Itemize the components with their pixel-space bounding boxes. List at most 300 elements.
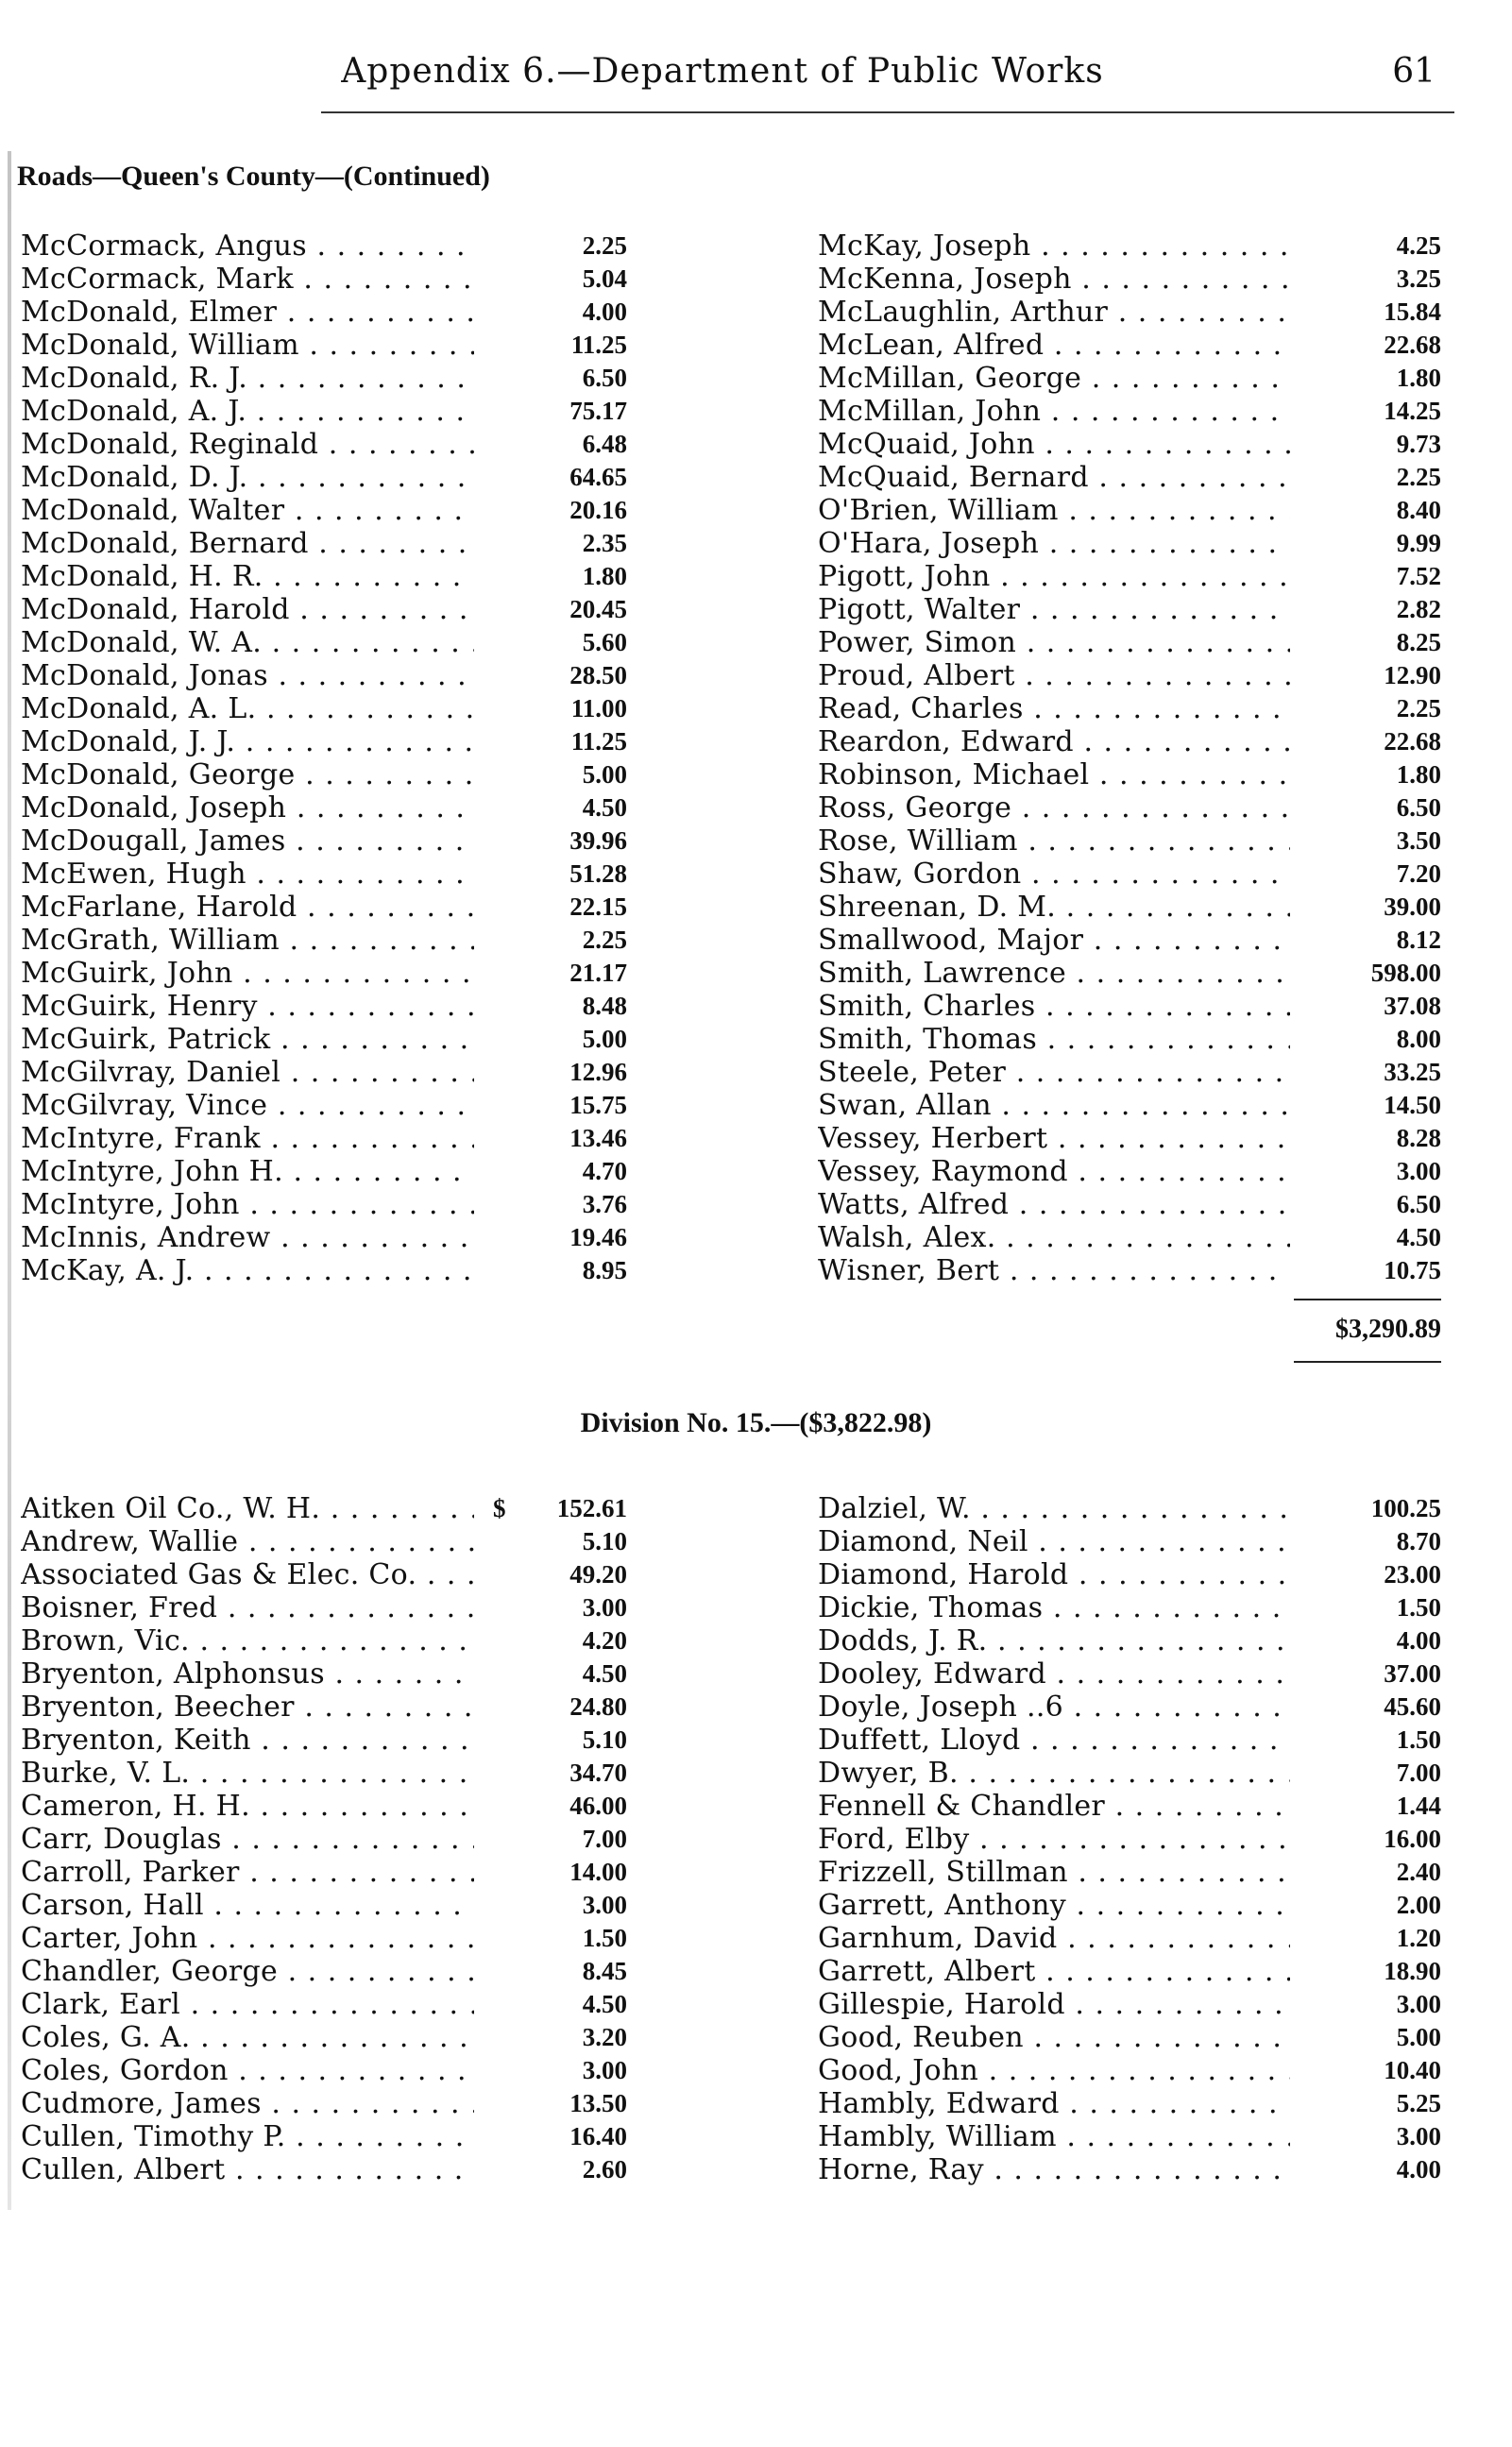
- ledger-row: [21, 1591, 625, 1624]
- ledger-row: [21, 1056, 625, 1089]
- payee-name: McDonald, A. L. . . .: [21, 692, 474, 725]
- amount-value: 12.90: [1376, 659, 1441, 692]
- payee-name: McDonald, George . . .: [21, 758, 474, 791]
- section-heading: Roads—Queen's County—(Continued): [17, 161, 490, 192]
- payee-name: Frizzell, Stillman . . .: [818, 1856, 1290, 1889]
- payee-name: McMillan, George . . .: [818, 362, 1290, 395]
- payee-name: Watts, Alfred . . .: [818, 1188, 1290, 1221]
- amount-value: 598.00: [1364, 957, 1441, 990]
- amount-value: 75.17: [562, 395, 627, 428]
- amount-value: 49.20: [562, 1558, 627, 1591]
- section1-left-column: [21, 229, 625, 1287]
- amount-value: 4.00: [575, 296, 627, 329]
- amount-value: 24.80: [562, 1691, 627, 1724]
- amount-value: 3.00: [575, 1889, 627, 1922]
- ledger-row: [818, 1889, 1441, 1922]
- ledger-row: [818, 395, 1441, 428]
- amount-value: 20.16: [562, 494, 627, 527]
- amount-value: 11.25: [564, 329, 627, 362]
- amount-value: 8.95: [575, 1254, 627, 1287]
- ledger-row: [818, 329, 1441, 362]
- amount-value: 5.10: [575, 1724, 627, 1757]
- amount-value: 8.25: [1389, 626, 1441, 659]
- payee-name: Dalziel, W. . . .: [818, 1492, 1290, 1525]
- ledger-row: [818, 2054, 1441, 2087]
- amount-value: 4.00: [1389, 1624, 1441, 1657]
- ledger-row: [818, 1757, 1441, 1790]
- amount-value: 3.00: [575, 2054, 627, 2087]
- amount-value: 23.00: [1376, 1558, 1441, 1591]
- ledger-row: [818, 858, 1441, 891]
- amount-value: 2.60: [575, 2153, 627, 2186]
- ledger-row: [21, 725, 625, 758]
- payee-name: Coles, Gordon . . .: [21, 2054, 474, 2087]
- ledger-row: [818, 1691, 1441, 1724]
- ledger-row: [21, 229, 625, 263]
- ledger-row: [21, 1790, 625, 1823]
- amount-value: 7.52: [1389, 560, 1441, 593]
- ledger-row: [21, 1254, 625, 1287]
- ledger-row: [818, 891, 1441, 924]
- payee-name: Garnhum, David . . .: [818, 1922, 1290, 1955]
- ledger-row: [818, 1856, 1441, 1889]
- ledger-row: [818, 626, 1441, 659]
- payee-name: McDonald, Joseph . . .: [21, 791, 474, 824]
- amount-value: 2.40: [1389, 1856, 1441, 1889]
- payee-name: Rose, William . . .: [818, 824, 1290, 858]
- payee-name: Doyle, Joseph ..6 . . .: [818, 1691, 1290, 1724]
- amount-value: 3.00: [1389, 1988, 1441, 2021]
- ledger-row: [21, 1889, 625, 1922]
- payee-name: Bryenton, Alphonsus . . .: [21, 1657, 474, 1691]
- payee-name: Pigott, Walter . . .: [818, 593, 1290, 626]
- ledger-row: [21, 2021, 625, 2054]
- payee-name: Wisner, Bert . . .: [818, 1254, 1290, 1287]
- ledger-row: [818, 1525, 1441, 1558]
- ledger-row: [818, 1988, 1441, 2021]
- ledger-row: [21, 1023, 625, 1056]
- ledger-row: [21, 791, 625, 824]
- dollar-sign: $: [493, 1494, 506, 1522]
- amount-value: 3.25: [1389, 263, 1441, 296]
- ledger-row: [21, 1188, 625, 1221]
- page-number: 61: [1392, 52, 1436, 91]
- amount-value: 14.50: [1376, 1089, 1441, 1122]
- ledger-row: [818, 758, 1441, 791]
- amount-value: 14.25: [1376, 395, 1441, 428]
- payee-name: Smallwood, Major . . .: [818, 924, 1290, 957]
- ledger-row: [21, 2054, 625, 2087]
- payee-name: McDonald, R. J. . . .: [21, 362, 474, 395]
- payee-name: McDonald, J. J. . . .: [21, 725, 474, 758]
- payee-name: O'Brien, William . . .: [818, 494, 1290, 527]
- ledger-row: [818, 692, 1441, 725]
- amount-value: 2.35: [575, 527, 627, 560]
- payee-name: Coles, G. A. . . .: [21, 2021, 474, 2054]
- payee-name: Carter, John . . .: [21, 1922, 474, 1955]
- amount-value: 1.20: [1389, 1922, 1441, 1955]
- payee-name: Brown, Vic. . . .: [21, 1624, 474, 1657]
- payee-name: Duffett, Lloyd . . .: [818, 1724, 1290, 1757]
- payee-name: Ford, Elby . . .: [818, 1823, 1290, 1856]
- payee-name: Cudmore, James . . .: [21, 2087, 474, 2120]
- ledger-row: [21, 2120, 625, 2153]
- payee-name: McMillan, John . . .: [818, 395, 1290, 428]
- ledger-row: [818, 1221, 1441, 1254]
- payee-name: Carroll, Parker . . .: [21, 1856, 474, 1889]
- amount-value: 5.10: [575, 1525, 627, 1558]
- payee-name: McDonald, Jonas . . .: [21, 659, 474, 692]
- ledger-row: [818, 824, 1441, 858]
- ledger-row: [21, 1155, 625, 1188]
- payee-name: McQuaid, Bernard . . .: [818, 461, 1290, 494]
- payee-name: Smith, Lawrence . . .: [818, 957, 1290, 990]
- amount-value: 8.45: [575, 1955, 627, 1988]
- amount-value: 5.00: [575, 758, 627, 791]
- payee-name: Burke, V. L. . . .: [21, 1757, 474, 1790]
- ledger-row: [818, 2120, 1441, 2153]
- ledger-row: [21, 329, 625, 362]
- payee-name: McKay, Joseph . . .: [818, 229, 1290, 263]
- payee-name: McDonald, W. A. . . .: [21, 626, 474, 659]
- ledger-row: [818, 1823, 1441, 1856]
- ledger-row: [818, 428, 1441, 461]
- ledger-row: [21, 1657, 625, 1691]
- payee-name: O'Hara, Joseph . . .: [818, 527, 1290, 560]
- payee-name: McInnis, Andrew . . .: [21, 1221, 474, 1254]
- ledger-row: [818, 1188, 1441, 1221]
- amount-value: 4.50: [1389, 1221, 1441, 1254]
- payee-name: Dickie, Thomas . . .: [818, 1591, 1290, 1624]
- ledger-row: [21, 824, 625, 858]
- ledger-row: [21, 560, 625, 593]
- payee-name: Smith, Thomas . . .: [818, 1023, 1290, 1056]
- payee-name: McFarlane, Harold . . .: [21, 891, 474, 924]
- payee-name: Robinson, Michael . . .: [818, 758, 1290, 791]
- ledger-row: [21, 494, 625, 527]
- ledger-row: [818, 229, 1441, 263]
- ledger-row: [818, 1023, 1441, 1056]
- amount-value: 100.25: [1364, 1492, 1441, 1525]
- amount-value: 4.20: [575, 1624, 627, 1657]
- ledger-row: [818, 2087, 1441, 2120]
- amount-value: 15.84: [1376, 296, 1441, 329]
- section2-right-column: [818, 1492, 1441, 2186]
- ledger-row: [818, 560, 1441, 593]
- ledger-row: [21, 659, 625, 692]
- total-rule-bottom: [1294, 1361, 1441, 1363]
- ledger-row: [21, 1122, 625, 1155]
- amount-value: 22.68: [1376, 725, 1441, 758]
- payee-name: McGuirk, John . . .: [21, 957, 474, 990]
- page-edge-shadow: [8, 151, 11, 2210]
- payee-name: Carson, Hall . . .: [21, 1889, 474, 1922]
- ledger-row: [21, 2153, 625, 2186]
- ledger-row: [21, 1724, 625, 1757]
- ledger-row: [818, 1122, 1441, 1155]
- amount-value: 2.00: [1389, 1889, 1441, 1922]
- payee-name: Garrett, Albert . . .: [818, 1955, 1290, 1988]
- amount-value: 18.90: [1376, 1955, 1441, 1988]
- amount-value: 37.00: [1376, 1657, 1441, 1691]
- amount-value: 5.00: [575, 1023, 627, 1056]
- ledger-row: [818, 527, 1441, 560]
- ledger-row: [21, 1221, 625, 1254]
- payee-name: Smith, Charles . . .: [818, 990, 1290, 1023]
- ledger-row: [21, 1955, 625, 1988]
- payee-name: McKay, A. J. . . .: [21, 1254, 474, 1287]
- amount-value: 8.70: [1389, 1525, 1441, 1558]
- payee-name: McDonald, H. R. . . .: [21, 560, 474, 593]
- division-heading: Division No. 15.—($3,822.98): [580, 1407, 932, 1438]
- payee-name: McDonald, Reginald . . .: [21, 428, 474, 461]
- payee-name: Ross, George . . .: [818, 791, 1290, 824]
- amount-value: 7.00: [575, 1823, 627, 1856]
- payee-name: Diamond, Harold . . .: [818, 1558, 1290, 1591]
- payee-name: Associated Gas & Elec. Co. . . .: [21, 1558, 474, 1591]
- amount-value: 2.25: [575, 229, 627, 263]
- ledger-row: [818, 1955, 1441, 1988]
- payee-name: Proud, Albert . . .: [818, 659, 1290, 692]
- amount-value: 8.00: [1389, 1023, 1441, 1056]
- amount-value: 1.50: [1389, 1724, 1441, 1757]
- amount-value: 3.76: [575, 1188, 627, 1221]
- ledger-row: [21, 362, 625, 395]
- ledger-row: [818, 494, 1441, 527]
- payee-name: Power, Simon . . .: [818, 626, 1290, 659]
- ledger-row: [21, 1525, 625, 1558]
- amount-value: 2.82: [1389, 593, 1441, 626]
- payee-name: McCormack, Angus . . .: [21, 229, 474, 263]
- ledger-row: [818, 1089, 1441, 1122]
- payee-name: McKenna, Joseph . . .: [818, 263, 1290, 296]
- amount-value: 64.65: [562, 461, 627, 494]
- section1-right-column: [818, 229, 1441, 1287]
- amount-value: 45.60: [1376, 1691, 1441, 1724]
- payee-name: McDonald, Bernard . . .: [21, 527, 474, 560]
- running-title: Appendix 6.—Department of Public Works: [341, 52, 1104, 91]
- amount-value: 39.00: [1376, 891, 1441, 924]
- payee-name: Hambly, William . . .: [818, 2120, 1290, 2153]
- ledger-row: [818, 1724, 1441, 1757]
- amount-value: 1.50: [1389, 1591, 1441, 1624]
- payee-name: McGilvray, Daniel . . .: [21, 1056, 474, 1089]
- payee-name: Bryenton, Keith . . .: [21, 1724, 474, 1757]
- amount-value: 2.25: [1389, 692, 1441, 725]
- amount-value: 21.17: [562, 957, 627, 990]
- amount-value: 1.44: [1389, 1790, 1441, 1823]
- payee-name: McDougall, James . . .: [21, 824, 474, 858]
- payee-name: Chandler, George . . .: [21, 1955, 474, 1988]
- ledger-row: [818, 957, 1441, 990]
- payee-name: Carr, Douglas . . .: [21, 1823, 474, 1856]
- payee-name: Horne, Ray . . .: [818, 2153, 1290, 2186]
- ledger-row: [818, 1624, 1441, 1657]
- amount-value: 4.25: [1389, 229, 1441, 263]
- ledger-row: [21, 1492, 625, 1525]
- payee-name: Dwyer, B. . . .: [818, 1757, 1290, 1790]
- payee-name: McGilvray, Vince . . .: [21, 1089, 474, 1122]
- ledger-row: [818, 1492, 1441, 1525]
- page-header: [283, 52, 1454, 109]
- payee-name: Read, Charles . . .: [818, 692, 1290, 725]
- ledger-row: [21, 692, 625, 725]
- amount-value: 15.75: [562, 1089, 627, 1122]
- amount-value: 5.25: [1389, 2087, 1441, 2120]
- payee-name: McCormack, Mark . . .: [21, 263, 474, 296]
- amount-value: 9.99: [1389, 527, 1441, 560]
- amount-value: 28.50: [562, 659, 627, 692]
- payee-name: Vessey, Raymond . . .: [818, 1155, 1290, 1188]
- payee-name: McDonald, A. J. . . .: [21, 395, 474, 428]
- payee-name: McGrath, William . . .: [21, 924, 474, 957]
- amount-value: 7.20: [1389, 858, 1441, 891]
- ledger-row: [21, 1922, 625, 1955]
- amount-value: 6.50: [1389, 1188, 1441, 1221]
- payee-name: McLean, Alfred . . .: [818, 329, 1290, 362]
- amount-value: 152.61: [550, 1492, 627, 1525]
- ledger-row: [818, 1591, 1441, 1624]
- payee-name: Aitken Oil Co., W. H. . . .: [21, 1492, 474, 1525]
- ledger-row: [21, 1089, 625, 1122]
- payee-name: Cameron, H. H. . . .: [21, 1790, 474, 1823]
- ledger-row: [818, 1155, 1441, 1188]
- amount-value: 51.28: [562, 858, 627, 891]
- amount-value: 8.12: [1389, 924, 1441, 957]
- payee-name: McDonald, D. J. . . .: [21, 461, 474, 494]
- payee-name: Vessey, Herbert . . .: [818, 1122, 1290, 1155]
- amount-value: 9.73: [1389, 428, 1441, 461]
- payee-name: Cullen, Albert . . .: [21, 2153, 474, 2186]
- ledger-row: [818, 296, 1441, 329]
- amount-value: 13.50: [562, 2087, 627, 2120]
- payee-name: McIntyre, John . . .: [21, 1188, 474, 1221]
- amount-value: 13.46: [562, 1122, 627, 1155]
- header-rule: [321, 111, 1454, 113]
- ledger-row: [21, 626, 625, 659]
- ledger-row: [21, 1856, 625, 1889]
- amount-value: 2.25: [575, 924, 627, 957]
- payee-name: Gillespie, Harold . . .: [818, 1988, 1290, 2021]
- amount-value: 1.80: [1389, 362, 1441, 395]
- payee-name: McQuaid, John . . .: [818, 428, 1290, 461]
- payee-name: Good, Reuben . . .: [818, 2021, 1290, 2054]
- ledger-row: [21, 527, 625, 560]
- ledger-row: [21, 263, 625, 296]
- amount-value: 11.25: [564, 725, 627, 758]
- payee-name: Steele, Peter . . .: [818, 1056, 1290, 1089]
- amount-value: 4.70: [575, 1155, 627, 1188]
- amount-value: 12.96: [562, 1056, 627, 1089]
- amount-value: 1.80: [1389, 758, 1441, 791]
- amount-value: 4.00: [1389, 2153, 1441, 2186]
- amount-value: 5.00: [1389, 2021, 1441, 2054]
- payee-name: McDonald, William . . .: [21, 329, 474, 362]
- payee-name: Good, John . . .: [818, 2054, 1290, 2087]
- amount-value: 3.00: [575, 1591, 627, 1624]
- payee-name: Pigott, John . . .: [818, 560, 1290, 593]
- amount-value: 8.48: [575, 990, 627, 1023]
- payee-name: Shreenan, D. M. . . .: [818, 891, 1290, 924]
- ledger-row: [818, 593, 1441, 626]
- payee-name: Garrett, Anthony . . .: [818, 1889, 1290, 1922]
- payee-name: McDonald, Harold . . .: [21, 593, 474, 626]
- payee-name: Bryenton, Beecher . . .: [21, 1691, 474, 1724]
- ledger-row: [21, 990, 625, 1023]
- payee-name: Swan, Allan . . .: [818, 1089, 1290, 1122]
- amount-value: 34.70: [562, 1757, 627, 1790]
- ledger-row: [21, 428, 625, 461]
- payee-name: McLaughlin, Arthur . . .: [818, 296, 1290, 329]
- amount-value: 10.75: [1376, 1254, 1441, 1287]
- ledger-row: [818, 461, 1441, 494]
- payee-name: Cullen, Timothy P. . . .: [21, 2120, 474, 2153]
- ledger-row: [818, 1790, 1441, 1823]
- payee-name: Boisner, Fred . . .: [21, 1591, 474, 1624]
- ledger-row: [818, 791, 1441, 824]
- amount-value: 20.45: [562, 593, 627, 626]
- ledger-row: [21, 2087, 625, 2120]
- ledger-row: [21, 1558, 625, 1591]
- payee-name: Dooley, Edward . . .: [818, 1657, 1290, 1691]
- ledger-row: [21, 1988, 625, 2021]
- ledger-row: [818, 1558, 1441, 1591]
- payee-name: Shaw, Gordon . . .: [818, 858, 1290, 891]
- amount-value: 39.96: [562, 824, 627, 858]
- payee-name: McDonald, Elmer . . .: [21, 296, 474, 329]
- amount-value: 7.00: [1389, 1757, 1441, 1790]
- section1-total: [1294, 1299, 1441, 1363]
- ledger-row: [21, 924, 625, 957]
- ledger-row: [21, 593, 625, 626]
- payee-name: Fennell & Chandler . . .: [818, 1790, 1290, 1823]
- amount-value: 1.80: [575, 560, 627, 593]
- amount-value: 2.25: [1389, 461, 1441, 494]
- ledger-row: [21, 891, 625, 924]
- payee-name: McGuirk, Patrick . . .: [21, 1023, 474, 1056]
- ledger-row: [818, 659, 1441, 692]
- amount-value: 6.50: [1389, 791, 1441, 824]
- amount-value: 14.00: [562, 1856, 627, 1889]
- ledger-row: [21, 395, 625, 428]
- amount-value: 46.00: [562, 1790, 627, 1823]
- amount-value: 3.00: [1389, 2120, 1441, 2153]
- amount-value: 6.50: [575, 362, 627, 395]
- section2-left-column: [21, 1492, 625, 2186]
- ledger-row: [818, 924, 1441, 957]
- ledger-row: [818, 725, 1441, 758]
- amount-value: 4.50: [575, 1657, 627, 1691]
- ledger-row: [21, 758, 625, 791]
- amount-value: 3.50: [1389, 824, 1441, 858]
- ledger-row: [21, 296, 625, 329]
- amount-value: 22.15: [562, 891, 627, 924]
- amount-value: 19.46: [562, 1221, 627, 1254]
- ledger-row: [818, 362, 1441, 395]
- ledger-row: [818, 263, 1441, 296]
- payee-name: Hambly, Edward . . .: [818, 2087, 1290, 2120]
- ledger-row: [818, 1922, 1441, 1955]
- amount-value: 33.25: [1376, 1056, 1441, 1089]
- amount-value: 5.60: [575, 626, 627, 659]
- payee-name: Reardon, Edward . . .: [818, 725, 1290, 758]
- ledger-row: [818, 1056, 1441, 1089]
- ledger-row: [818, 990, 1441, 1023]
- amount-value: 8.40: [1389, 494, 1441, 527]
- payee-name: McIntyre, John H. . . .: [21, 1155, 474, 1188]
- ledger-row: [21, 1757, 625, 1790]
- amount-value: 4.50: [575, 1988, 627, 2021]
